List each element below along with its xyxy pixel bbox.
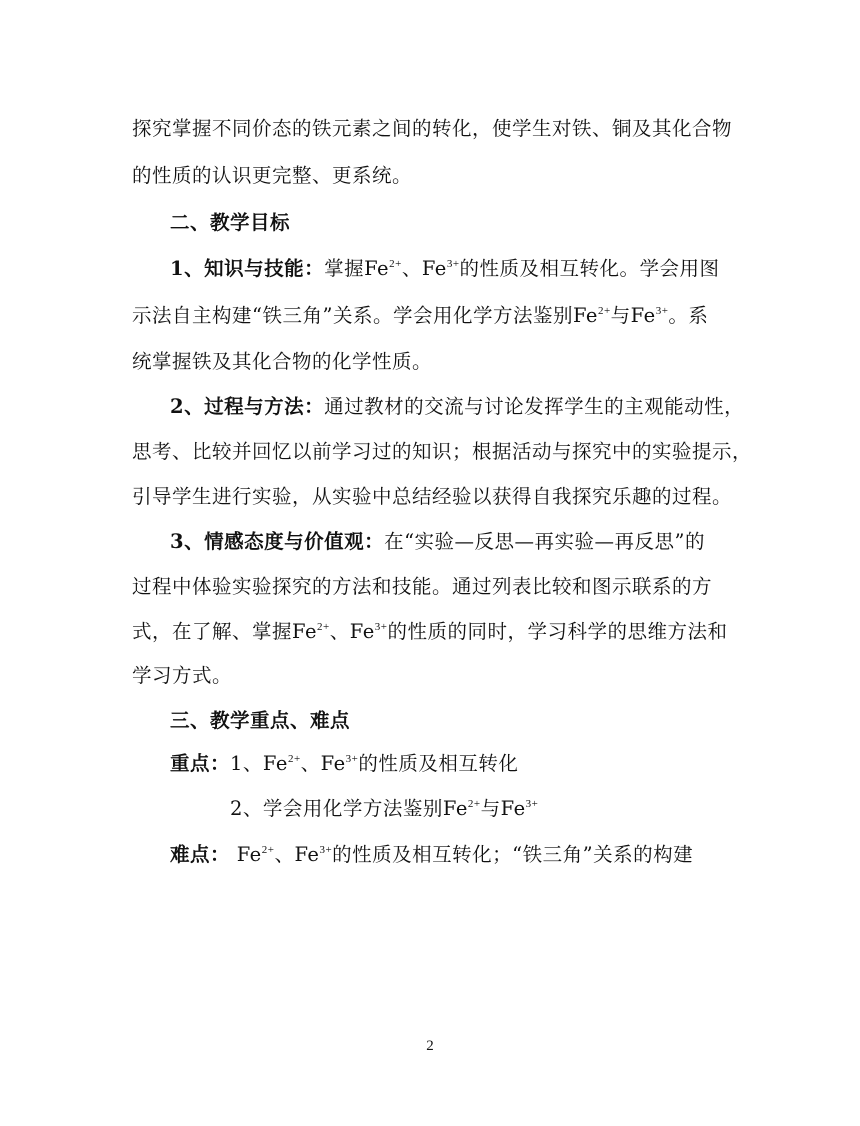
text-span: 的性质及相互转化 bbox=[358, 752, 519, 775]
goal-1-label: 1、知识与技能： bbox=[170, 257, 325, 280]
superscript: 2+ bbox=[287, 753, 301, 765]
goal-1-line-1 bbox=[170, 253, 720, 281]
goal-3-line-3 bbox=[132, 616, 727, 644]
superscript: 3+ bbox=[446, 258, 460, 270]
text-span: 通过教材的交流与讨论发挥学生的主观能动性， bbox=[324, 395, 745, 418]
goal-2-line-2: 思考、比较并回忆以前学习过的知识；根据活动与探究中的实验提示， bbox=[132, 440, 753, 463]
text-span: 、Fe bbox=[300, 752, 346, 775]
page-number: 2 bbox=[426, 1038, 434, 1054]
superscript: 3+ bbox=[319, 844, 333, 856]
goal-3-line-1 bbox=[170, 526, 705, 554]
goal-3-label: 3、情感态度与价值观： bbox=[170, 530, 385, 553]
text-span: 示法自主构建“铁三角”关系。学会用化学方法鉴别Fe bbox=[132, 304, 598, 327]
text-span: 、Fe bbox=[401, 257, 447, 280]
text-span: 式，在了解、掌握Fe bbox=[132, 620, 318, 643]
section-heading: 三、教学重点、难点 bbox=[170, 709, 351, 732]
text-span: 掌握Fe bbox=[324, 257, 390, 280]
text-span: 、Fe bbox=[274, 843, 320, 866]
key-point-line-1 bbox=[170, 748, 518, 776]
goal-2-line-3: 引导学生进行实验，从实验中总结经验以获得自我探究乐趣的过程。 bbox=[132, 485, 733, 508]
superscript: 3+ bbox=[525, 798, 539, 810]
text-span: 2、学会用化学方法鉴别Fe bbox=[230, 797, 468, 820]
difficulty-line bbox=[170, 839, 693, 867]
paragraph-line: 探究掌握不同价态的铁元素之间的转化，使学生对铁、铜及其化合物 bbox=[132, 117, 733, 140]
section-heading: 二、教学目标 bbox=[170, 211, 291, 234]
difficulty-label: 难点： bbox=[170, 843, 231, 866]
text-span: Fe bbox=[230, 843, 262, 866]
superscript: 2+ bbox=[389, 258, 402, 270]
superscript: 3+ bbox=[374, 621, 388, 633]
text-span: 、Fe bbox=[329, 620, 375, 643]
key-point-label: 重点： bbox=[170, 752, 231, 775]
text-span: 在“实验—反思—再实验—再反思”的 bbox=[384, 530, 706, 553]
paragraph-line: 的性质的认识更完整、更系统。 bbox=[132, 164, 413, 187]
text-span: 。系 bbox=[668, 304, 709, 327]
superscript: 2+ bbox=[317, 621, 330, 633]
superscript: 3+ bbox=[345, 753, 359, 765]
goal-3-line-2: 过程中体验实验探究的方法和技能。通过列表比较和图示联系的方 bbox=[132, 575, 713, 598]
text-span: 与Fe bbox=[480, 797, 526, 820]
superscript: 3+ bbox=[655, 305, 669, 317]
superscript: 2+ bbox=[467, 798, 481, 810]
goal-1-line-2 bbox=[132, 300, 708, 328]
key-point-line-2 bbox=[230, 793, 538, 821]
text-span: 的性质及相互转化。学会用图 bbox=[459, 257, 720, 280]
text-span: 的性质的同时，学习科学的思维方法和 bbox=[387, 620, 728, 643]
goal-1-line-3: 统掌握铁及其化合物的化学性质。 bbox=[132, 350, 433, 373]
text-span: 与Fe bbox=[610, 304, 656, 327]
text-span: 1、Fe bbox=[230, 752, 288, 775]
goal-3-line-4: 学习方式。 bbox=[132, 664, 233, 687]
superscript: 2+ bbox=[597, 305, 611, 317]
goal-2-line-1 bbox=[170, 391, 744, 419]
superscript: 2+ bbox=[261, 844, 275, 856]
text-span: 的性质及相互转化；“铁三角”关系的构建 bbox=[332, 843, 694, 866]
goal-2-label: 2、过程与方法： bbox=[170, 395, 325, 418]
